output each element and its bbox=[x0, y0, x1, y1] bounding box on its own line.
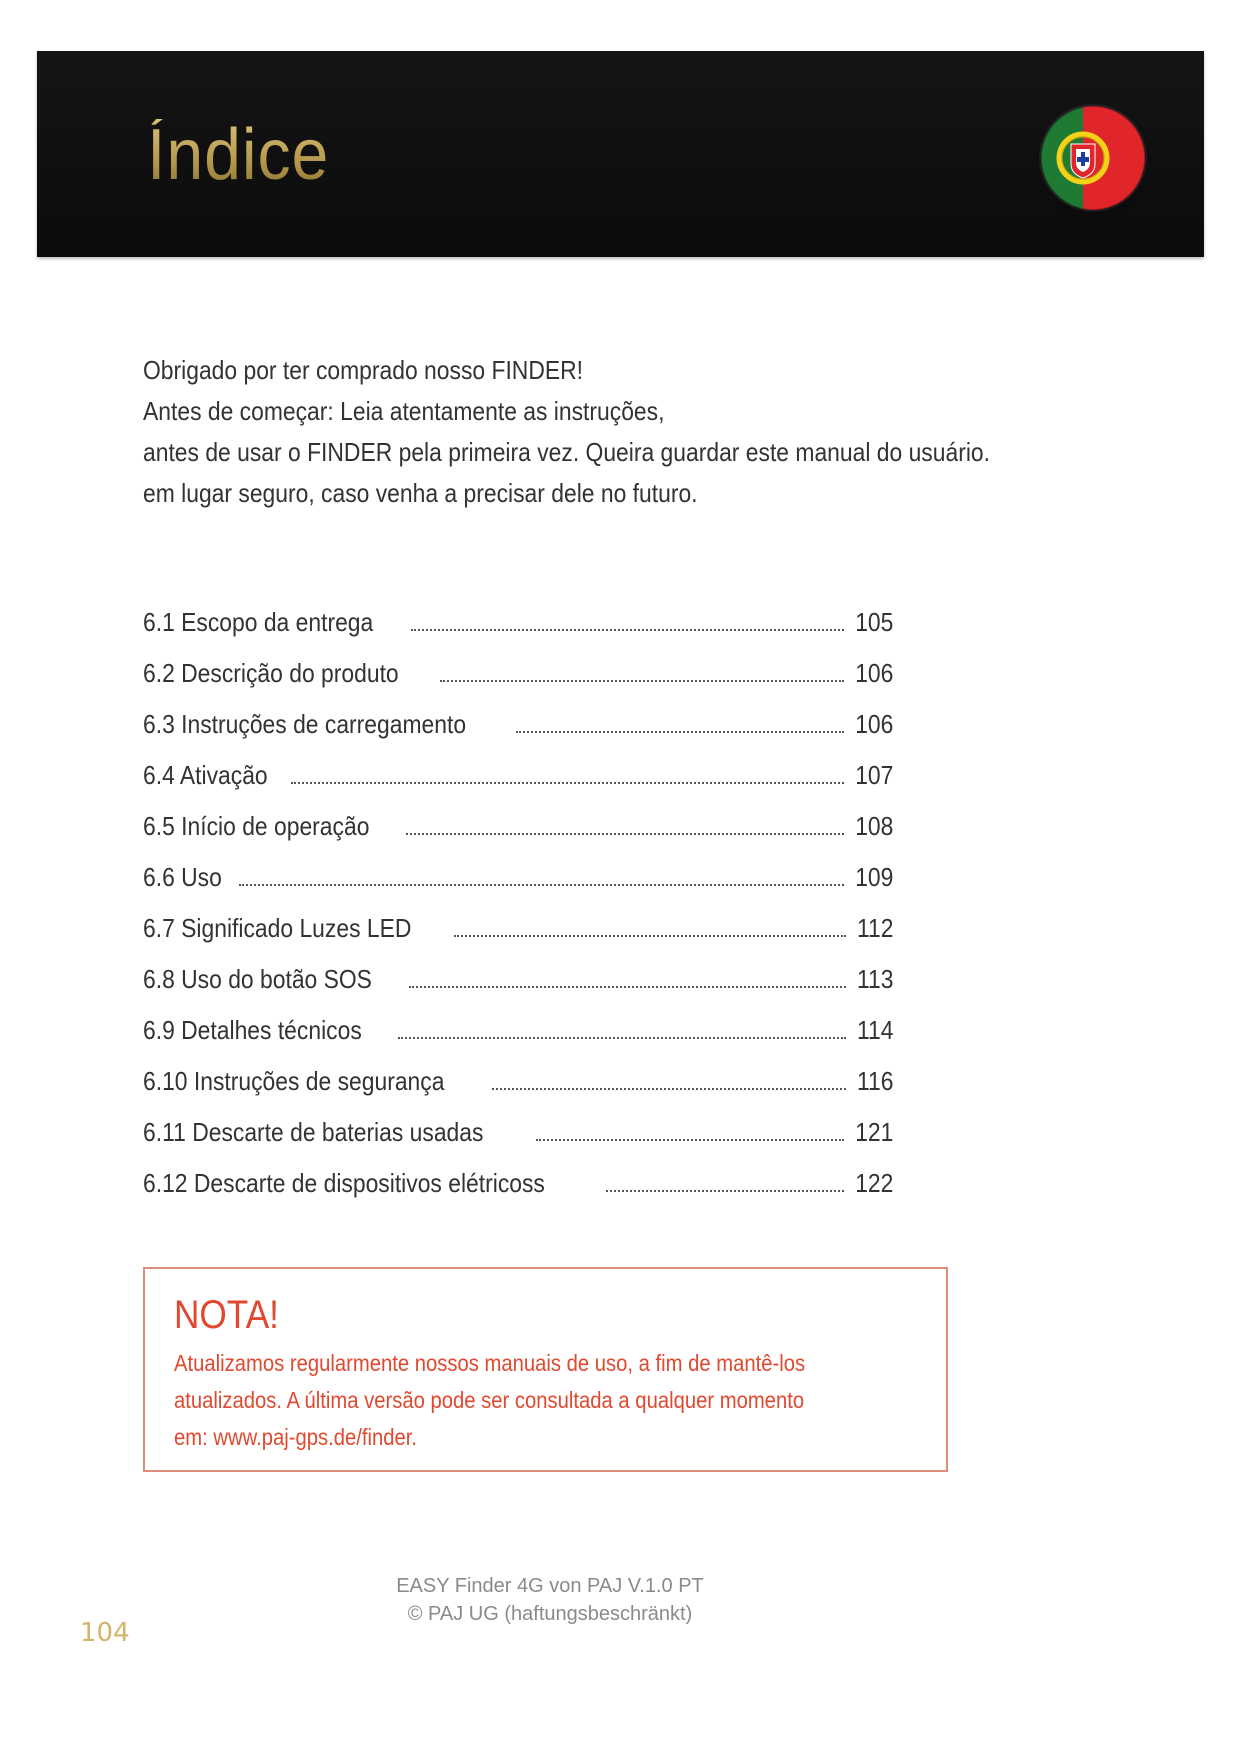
toc-leader-dots bbox=[411, 629, 844, 631]
toc-entry-page: 116 bbox=[856, 1066, 893, 1096]
toc-entry-label: 6.6 Uso bbox=[143, 862, 222, 892]
toc-entry[interactable] bbox=[143, 806, 893, 842]
toc-entry-page: 121 bbox=[854, 1117, 893, 1147]
toc-entry[interactable] bbox=[143, 857, 893, 893]
toc-entry-page: 114 bbox=[856, 1015, 893, 1045]
intro-line: em lugar seguro, caso venha a precisar dele no futuro. bbox=[143, 478, 698, 508]
page-footer bbox=[300, 1572, 800, 1628]
toc-leader-dots bbox=[606, 1190, 844, 1192]
toc-entry[interactable] bbox=[143, 704, 893, 740]
toc-entry[interactable] bbox=[143, 1010, 893, 1046]
toc-entry-page: 112 bbox=[856, 913, 893, 943]
toc-entry-label: 6.3 Instruções de carregamento bbox=[143, 709, 467, 739]
toc-leader-dots bbox=[409, 986, 845, 988]
note-title: NOTA! bbox=[174, 1293, 279, 1337]
toc-entry-page: 109 bbox=[854, 862, 893, 892]
toc-entry-page: 122 bbox=[854, 1168, 893, 1198]
portugal-flag-icon bbox=[1041, 106, 1145, 210]
toc-leader-dots bbox=[516, 731, 844, 733]
toc-leader-dots bbox=[536, 1139, 844, 1141]
note-box bbox=[143, 1267, 948, 1472]
toc-entry[interactable] bbox=[143, 653, 893, 689]
toc-entry-page: 107 bbox=[854, 760, 893, 790]
page-title: Índice bbox=[147, 115, 330, 195]
toc-entry[interactable] bbox=[143, 755, 893, 791]
toc-entry-page: 108 bbox=[854, 811, 893, 841]
toc-entry-label: 6.9 Detalhes técnicos bbox=[143, 1015, 362, 1045]
note-line: atualizados. A última versão pode ser consultada a qualquer momento bbox=[174, 1387, 805, 1413]
toc-entry[interactable] bbox=[143, 1163, 893, 1199]
note-line: em: www.paj-gps.de/finder. bbox=[174, 1424, 418, 1450]
toc-entry[interactable] bbox=[143, 1112, 893, 1148]
toc-entry-label: 6.1 Escopo da entrega bbox=[143, 607, 374, 637]
toc-entry-page: 106 bbox=[854, 658, 893, 688]
toc-entry-page: 105 bbox=[854, 607, 893, 637]
toc-leader-dots bbox=[239, 884, 844, 886]
toc-entry-label: 6.12 Descarte de dispositivos elétricoss bbox=[143, 1168, 545, 1198]
intro-line: Antes de começar: Leia atentamente as instruções, bbox=[143, 396, 665, 426]
toc-entry-page: 106 bbox=[854, 709, 893, 739]
toc-leader-dots bbox=[291, 782, 844, 784]
intro-line: antes de usar o FINDER pela primeira vez. Queira guardar este manual do usuário. bbox=[143, 437, 990, 467]
page-number: 104 bbox=[80, 1618, 130, 1648]
toc-entry-label: 6.2 Descrição do produto bbox=[143, 658, 399, 688]
toc-entry-label: 6.8 Uso do botão SOS bbox=[143, 964, 372, 994]
toc-entry[interactable] bbox=[143, 1061, 893, 1097]
footer-product-line: EASY Finder 4G von PAJ V.1.0 PT bbox=[396, 1575, 704, 1597]
toc-entry[interactable] bbox=[143, 908, 893, 944]
note-line: Atualizamos regularmente nossos manuais de uso, a fim de mantê-los bbox=[174, 1350, 806, 1376]
toc-entry-label: 6.4 Ativação bbox=[143, 760, 268, 790]
toc-entry-label: 6.10 Instruções de segurança bbox=[143, 1066, 445, 1096]
page-header bbox=[37, 51, 1204, 257]
footer-copyright-line: © PAJ UG (haftungsbeschränkt) bbox=[407, 1603, 693, 1625]
toc-leader-dots bbox=[440, 680, 844, 682]
toc-leader-dots bbox=[406, 833, 843, 835]
toc-entry-label: 6.11 Descarte de baterias usadas bbox=[143, 1117, 484, 1147]
toc-leader-dots bbox=[492, 1088, 846, 1090]
note-text bbox=[174, 1345, 805, 1456]
toc-leader-dots bbox=[454, 935, 846, 937]
toc-entry-label: 6.5 Início de operação bbox=[143, 811, 370, 841]
intro-line: Obrigado por ter comprado nosso FINDER! bbox=[143, 355, 583, 385]
toc-leader-dots bbox=[398, 1037, 846, 1039]
toc-entry[interactable] bbox=[143, 602, 893, 638]
toc-entry-page: 113 bbox=[856, 964, 893, 994]
intro-text bbox=[143, 350, 990, 514]
toc-entry-label: 6.7 Significado Luzes LED bbox=[143, 913, 412, 943]
toc-entry[interactable] bbox=[143, 959, 893, 995]
